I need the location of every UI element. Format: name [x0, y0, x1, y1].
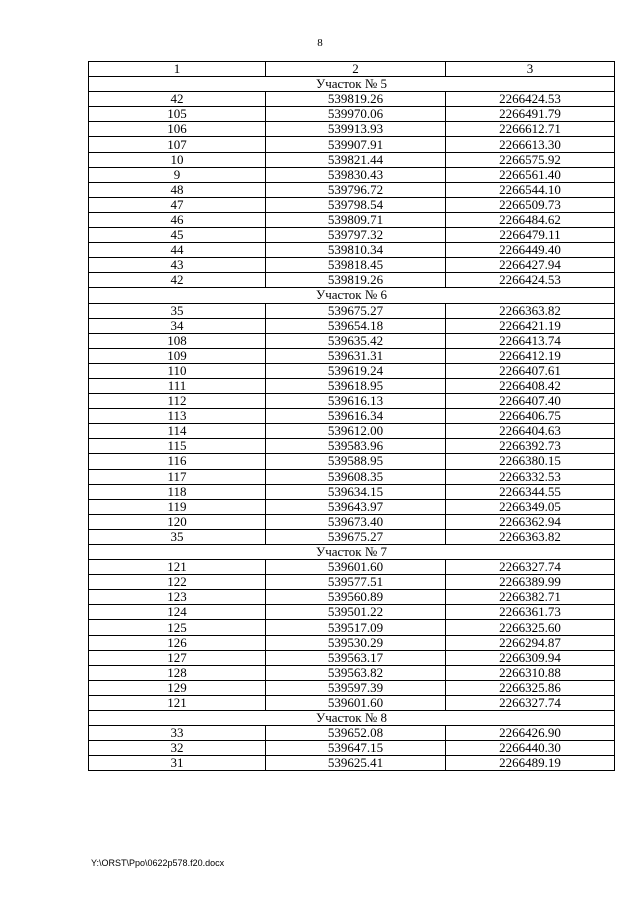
point-number-cell: 119 [89, 499, 266, 514]
table-row [89, 107, 615, 122]
y-coordinate-cell: 2266424.53 [446, 92, 615, 107]
x-coordinate-cell: 539625.41 [266, 756, 446, 771]
table-row [89, 92, 615, 107]
point-number-cell: 35 [89, 529, 266, 544]
table-row [89, 650, 615, 665]
table-row [89, 514, 615, 529]
point-number-cell: 105 [89, 107, 266, 122]
y-coordinate-cell: 2266363.82 [446, 303, 615, 318]
point-number-cell: 46 [89, 212, 266, 227]
point-number-cell: 42 [89, 92, 266, 107]
y-coordinate-cell: 2266449.40 [446, 243, 615, 258]
x-coordinate-cell: 539970.06 [266, 107, 446, 122]
y-coordinate-cell: 2266440.30 [446, 741, 615, 756]
point-number-cell: 116 [89, 454, 266, 469]
section-title: Участок № 6 [89, 288, 615, 303]
column-header: 2 [266, 62, 446, 77]
column-header: 3 [446, 62, 615, 77]
x-coordinate-cell: 539608.35 [266, 469, 446, 484]
table-row [89, 605, 615, 620]
table-row [89, 333, 615, 348]
x-coordinate-cell: 539652.08 [266, 726, 446, 741]
point-number-cell: 118 [89, 484, 266, 499]
y-coordinate-cell: 2266413.74 [446, 333, 615, 348]
section-title: Участок № 8 [89, 711, 615, 726]
y-coordinate-cell: 2266421.19 [446, 318, 615, 333]
x-coordinate-cell: 539821.44 [266, 152, 446, 167]
point-number-cell: 110 [89, 363, 266, 378]
point-number-cell: 120 [89, 514, 266, 529]
x-coordinate-cell: 539913.93 [266, 122, 446, 137]
x-coordinate-cell: 539588.95 [266, 454, 446, 469]
point-number-cell: 121 [89, 695, 266, 710]
section-title: Участок № 5 [89, 77, 615, 92]
point-number-cell: 122 [89, 575, 266, 590]
section-header-row [89, 545, 615, 560]
point-number-cell: 121 [89, 560, 266, 575]
point-number-cell: 9 [89, 167, 266, 182]
y-coordinate-cell: 2266344.55 [446, 484, 615, 499]
point-number-cell: 44 [89, 243, 266, 258]
page-number: 8 [317, 37, 323, 49]
x-coordinate-cell: 539675.27 [266, 303, 446, 318]
y-coordinate-cell: 2266575.92 [446, 152, 615, 167]
table-row [89, 439, 615, 454]
x-coordinate-cell: 539618.95 [266, 378, 446, 393]
y-coordinate-cell: 2266349.05 [446, 499, 615, 514]
table-row [89, 363, 615, 378]
table-row [89, 137, 615, 152]
section-header-row [89, 711, 615, 726]
y-coordinate-cell: 2266489.19 [446, 756, 615, 771]
x-coordinate-cell: 539819.26 [266, 273, 446, 288]
x-coordinate-cell: 539797.32 [266, 228, 446, 243]
x-coordinate-cell: 539619.24 [266, 363, 446, 378]
point-number-cell: 113 [89, 409, 266, 424]
x-coordinate-cell: 539810.34 [266, 243, 446, 258]
file-path-footer: Y:\ORST\Ppo\0622p578.f20.docx [91, 858, 225, 868]
x-coordinate-cell: 539631.31 [266, 348, 446, 363]
coordinates-table [88, 61, 615, 771]
table-row [89, 590, 615, 605]
table-row [89, 273, 615, 288]
table-row [89, 665, 615, 680]
table-row [89, 303, 615, 318]
x-coordinate-cell: 539501.22 [266, 605, 446, 620]
y-coordinate-cell: 2266424.53 [446, 273, 615, 288]
y-coordinate-cell: 2266389.99 [446, 575, 615, 590]
y-coordinate-cell: 2266327.74 [446, 695, 615, 710]
point-number-cell: 124 [89, 605, 266, 620]
table-row [89, 635, 615, 650]
header-row [89, 62, 615, 77]
section-header-row [89, 77, 615, 92]
point-number-cell: 112 [89, 394, 266, 409]
point-number-cell: 108 [89, 333, 266, 348]
table-row [89, 454, 615, 469]
x-coordinate-cell: 539675.27 [266, 529, 446, 544]
x-coordinate-cell: 539798.54 [266, 197, 446, 212]
point-number-cell: 32 [89, 741, 266, 756]
table-row [89, 152, 615, 167]
y-coordinate-cell: 2266327.74 [446, 560, 615, 575]
y-coordinate-cell: 2266408.42 [446, 378, 615, 393]
x-coordinate-cell: 539601.60 [266, 560, 446, 575]
x-coordinate-cell: 539643.97 [266, 499, 446, 514]
table-row [89, 348, 615, 363]
point-number-cell: 114 [89, 424, 266, 439]
y-coordinate-cell: 2266612.71 [446, 122, 615, 137]
point-number-cell: 31 [89, 756, 266, 771]
x-coordinate-cell: 539612.00 [266, 424, 446, 439]
y-coordinate-cell: 2266380.15 [446, 454, 615, 469]
table-row [89, 197, 615, 212]
y-coordinate-cell: 2266309.94 [446, 650, 615, 665]
point-number-cell: 111 [89, 378, 266, 393]
y-coordinate-cell: 2266404.63 [446, 424, 615, 439]
y-coordinate-cell: 2266412.19 [446, 348, 615, 363]
x-coordinate-cell: 539577.51 [266, 575, 446, 590]
table-row [89, 620, 615, 635]
table-row [89, 228, 615, 243]
table-row [89, 318, 615, 333]
x-coordinate-cell: 539597.39 [266, 680, 446, 695]
x-coordinate-cell: 539907.91 [266, 137, 446, 152]
x-coordinate-cell: 539635.42 [266, 333, 446, 348]
point-number-cell: 117 [89, 469, 266, 484]
table-row [89, 258, 615, 273]
x-coordinate-cell: 539819.26 [266, 92, 446, 107]
x-coordinate-cell: 539517.09 [266, 620, 446, 635]
table-row [89, 212, 615, 227]
x-coordinate-cell: 539647.15 [266, 741, 446, 756]
x-coordinate-cell: 539616.34 [266, 409, 446, 424]
point-number-cell: 125 [89, 620, 266, 635]
y-coordinate-cell: 2266361.73 [446, 605, 615, 620]
column-header: 1 [89, 62, 266, 77]
point-number-cell: 47 [89, 197, 266, 212]
table-row [89, 575, 615, 590]
point-number-cell: 48 [89, 182, 266, 197]
table-row [89, 182, 615, 197]
point-number-cell: 115 [89, 439, 266, 454]
y-coordinate-cell: 2266427.94 [446, 258, 615, 273]
table-body [89, 77, 615, 771]
table-row [89, 424, 615, 439]
table-row [89, 469, 615, 484]
point-number-cell: 35 [89, 303, 266, 318]
x-coordinate-cell: 539583.96 [266, 439, 446, 454]
table-row [89, 756, 615, 771]
y-coordinate-cell: 2266484.62 [446, 212, 615, 227]
x-coordinate-cell: 539830.43 [266, 167, 446, 182]
x-coordinate-cell: 539634.15 [266, 484, 446, 499]
table-row [89, 122, 615, 137]
table-row [89, 394, 615, 409]
x-coordinate-cell: 539796.72 [266, 182, 446, 197]
y-coordinate-cell: 2266294.87 [446, 635, 615, 650]
y-coordinate-cell: 2266382.71 [446, 590, 615, 605]
point-number-cell: 123 [89, 590, 266, 605]
table-row [89, 378, 615, 393]
x-coordinate-cell: 539673.40 [266, 514, 446, 529]
x-coordinate-cell: 539530.29 [266, 635, 446, 650]
table-row [89, 726, 615, 741]
y-coordinate-cell: 2266613.30 [446, 137, 615, 152]
table-row [89, 560, 615, 575]
x-coordinate-cell: 539818.45 [266, 258, 446, 273]
x-coordinate-cell: 539809.71 [266, 212, 446, 227]
table-row [89, 529, 615, 544]
point-number-cell: 106 [89, 122, 266, 137]
table-row [89, 409, 615, 424]
y-coordinate-cell: 2266407.61 [446, 363, 615, 378]
y-coordinate-cell: 2266310.88 [446, 665, 615, 680]
y-coordinate-cell: 2266426.90 [446, 726, 615, 741]
section-header-row [89, 288, 615, 303]
point-number-cell: 109 [89, 348, 266, 363]
point-number-cell: 45 [89, 228, 266, 243]
section-title: Участок № 7 [89, 545, 615, 560]
x-coordinate-cell: 539654.18 [266, 318, 446, 333]
point-number-cell: 42 [89, 273, 266, 288]
point-number-cell: 127 [89, 650, 266, 665]
x-coordinate-cell: 539601.60 [266, 695, 446, 710]
x-coordinate-cell: 539616.13 [266, 394, 446, 409]
x-coordinate-cell: 539563.82 [266, 665, 446, 680]
table-row [89, 499, 615, 514]
y-coordinate-cell: 2266491.79 [446, 107, 615, 122]
x-coordinate-cell: 539560.89 [266, 590, 446, 605]
y-coordinate-cell: 2266509.73 [446, 197, 615, 212]
y-coordinate-cell: 2266406.75 [446, 409, 615, 424]
y-coordinate-cell: 2266325.60 [446, 620, 615, 635]
y-coordinate-cell: 2266479.11 [446, 228, 615, 243]
table-row [89, 243, 615, 258]
table-row [89, 741, 615, 756]
point-number-cell: 107 [89, 137, 266, 152]
y-coordinate-cell: 2266332.53 [446, 469, 615, 484]
table-row [89, 695, 615, 710]
y-coordinate-cell: 2266325.86 [446, 680, 615, 695]
table-row [89, 167, 615, 182]
table-row [89, 680, 615, 695]
point-number-cell: 126 [89, 635, 266, 650]
point-number-cell: 128 [89, 665, 266, 680]
y-coordinate-cell: 2266407.40 [446, 394, 615, 409]
y-coordinate-cell: 2266544.10 [446, 182, 615, 197]
point-number-cell: 43 [89, 258, 266, 273]
y-coordinate-cell: 2266561.40 [446, 167, 615, 182]
table-row [89, 484, 615, 499]
point-number-cell: 129 [89, 680, 266, 695]
point-number-cell: 34 [89, 318, 266, 333]
y-coordinate-cell: 2266362.94 [446, 514, 615, 529]
point-number-cell: 33 [89, 726, 266, 741]
x-coordinate-cell: 539563.17 [266, 650, 446, 665]
point-number-cell: 10 [89, 152, 266, 167]
y-coordinate-cell: 2266363.82 [446, 529, 615, 544]
y-coordinate-cell: 2266392.73 [446, 439, 615, 454]
